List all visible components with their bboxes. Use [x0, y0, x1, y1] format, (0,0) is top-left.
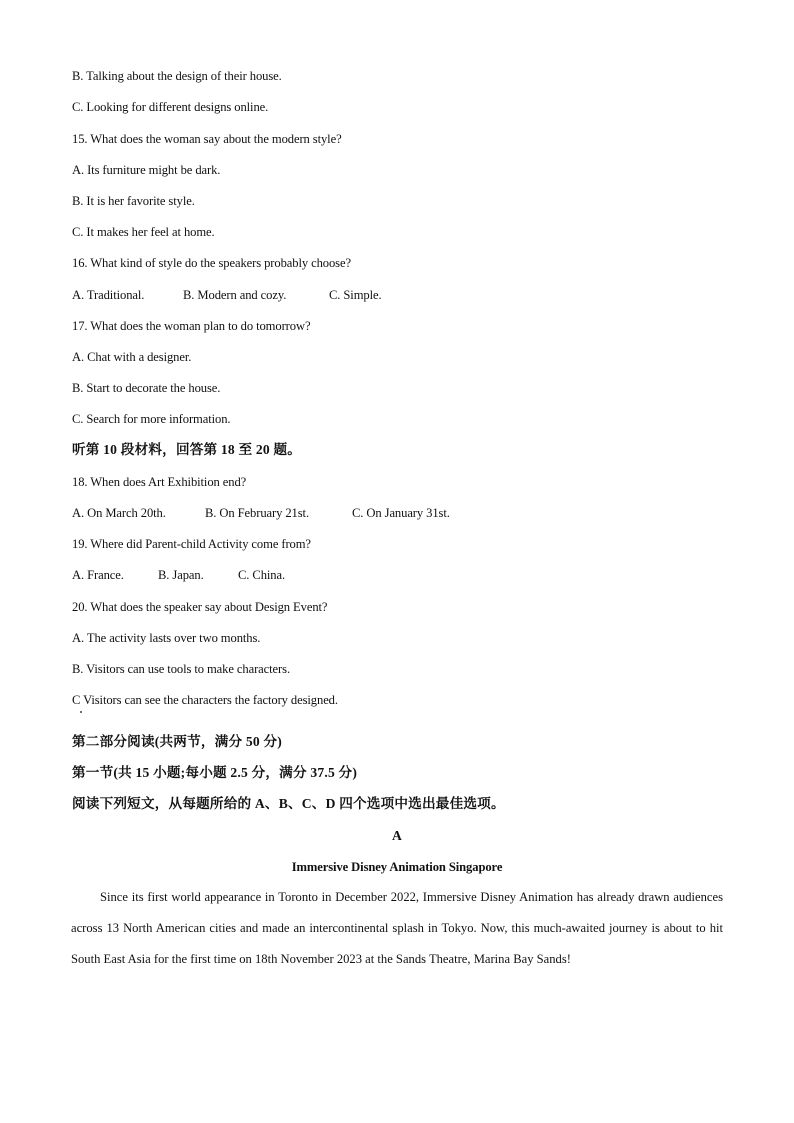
q19-option-c: C. China. [238, 568, 286, 582]
section-1-heading: 第一节(共 15 小题;每小题 2.5 分，满分 37.5 分) [72, 765, 358, 780]
q18-option-b: B. On February 21st. [205, 506, 309, 520]
q16-option-a: A. Traditional. [72, 288, 145, 302]
section-10-heading: 听第 10 段材料，回答第 18 至 20 题。 [72, 442, 302, 457]
question-16: 16. What kind of style do the speakers probably choose? [72, 256, 351, 270]
q17-option-b: B. Start to decorate the house. [72, 381, 221, 395]
q16-option-b: B. Modern and cozy. [183, 288, 287, 302]
q20-option-a: A. The activity lasts over two months. [72, 631, 261, 645]
q15-option-b: B. It is her favorite style. [72, 194, 195, 208]
q16-options [72, 287, 382, 303]
q14-option-c: C. Looking for different designs online. [72, 100, 269, 114]
question-20: 20. What does the speaker say about Design Event? [72, 600, 328, 614]
q15-option-c: C. It makes her feel at home. [72, 225, 215, 239]
q14-option-b: B. Talking about the design of their house. [72, 69, 282, 83]
q17-option-a: A. Chat with a designer. [72, 350, 192, 364]
stray-dot-mark [80, 711, 82, 713]
q17-option-c: C. Search for more information. [72, 412, 231, 426]
q18-option-c: C. On January 31st. [352, 506, 450, 520]
passage-title: Immersive Disney Animation Singapore [291, 860, 503, 874]
passage-letter: A [391, 828, 403, 843]
q20-option-b: B. Visitors can use tools to make characters. [72, 662, 290, 676]
q20-option-c: C Visitors can see the characters the factory designed. [72, 693, 338, 707]
question-15: 15. What does the woman say about the modern style? [72, 132, 342, 146]
q19-option-b: B. Japan. [158, 568, 204, 582]
question-19: 19. Where did Parent-child Activity come from? [72, 537, 311, 551]
q16-option-c: C. Simple. [329, 288, 382, 302]
q19-option-a: A. France. [72, 568, 124, 582]
q18-option-a: A. On March 20th. [72, 506, 166, 520]
part-2-heading: 第二部分阅读(共两节，满分 50 分) [72, 734, 282, 749]
reading-instructions: 阅读下列短文，从每题所给的 A、B、C、D 四个选项中选出最佳选项。 [72, 796, 505, 811]
question-18: 18. When does Art Exhibition end? [72, 475, 247, 489]
question-17: 17. What does the woman plan to do tomorrow? [72, 319, 311, 333]
q18-options [72, 505, 450, 521]
passage-paragraph: Since its first world appearance in Toronto in December 2022, Immersive Disney Animation has already drawn audiences across 13 North American cities and made an intercontinental splash in Tokyo. Now, this much-awaited journey is about to hit South East Asia for the first time on 18th November 2023 at the Sands Theatre, Marina Bay Sands! [71, 890, 723, 966]
q15-option-a: A. Its furniture might be dark. [72, 163, 221, 177]
q19-options [72, 567, 285, 583]
